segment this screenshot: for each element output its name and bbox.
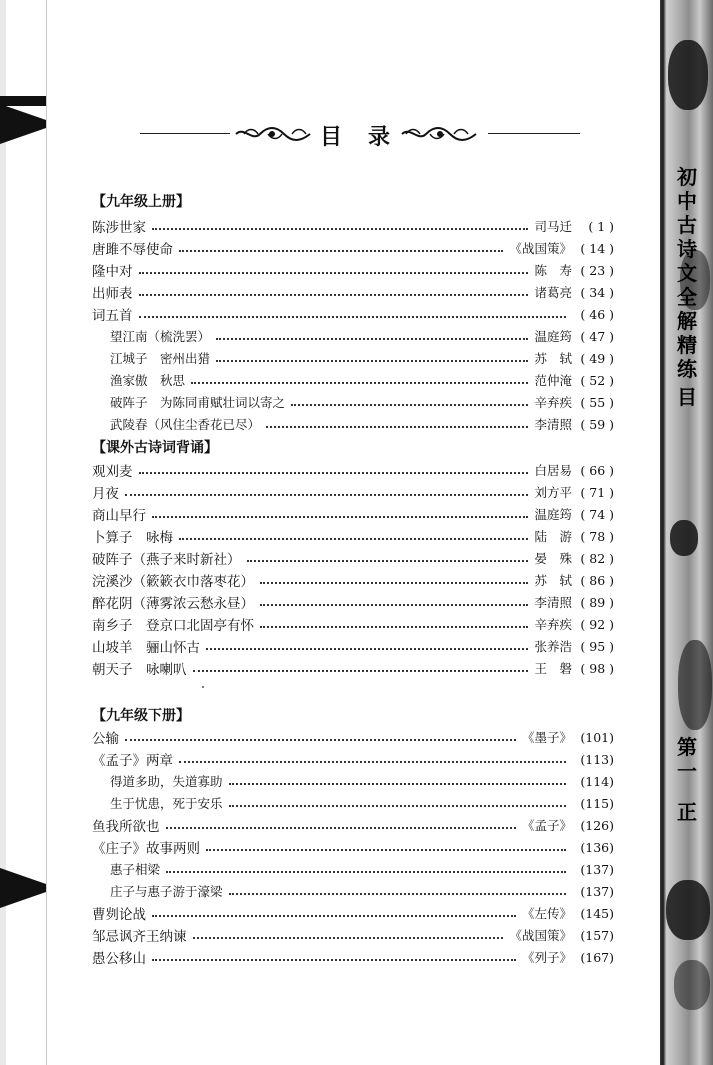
- toc-subentry[interactable]: 生于忧患，死于安乐 (115): [110, 795, 614, 811]
- toc-subentry[interactable]: 惠子相梁 (137): [110, 861, 614, 877]
- title-rule-right: [488, 133, 580, 134]
- scan-dark-bar: [0, 96, 46, 106]
- leader-dots: [139, 471, 529, 474]
- spine-chapter-2: 正: [677, 800, 697, 824]
- leader-dots: [206, 848, 566, 851]
- spine-title: 初中古诗文全解精练: [677, 165, 697, 381]
- toc-subentry[interactable]: 武陵春（风住尘香花已尽） 李清照 ( 59 ): [110, 416, 614, 432]
- leader-dots: [216, 337, 528, 340]
- leader-dots: [266, 425, 528, 428]
- page-margin-line: [46, 0, 47, 1065]
- leader-dots: [179, 537, 528, 540]
- toc-entry[interactable]: 朝天子 咏喇叭 王 磐 ( 98 ): [92, 660, 614, 678]
- toc-entry[interactable]: 观刈麦 白居易 ( 66 ): [92, 462, 614, 480]
- leader-dots: [152, 914, 516, 917]
- toc-entry[interactable]: 山坡羊 骊山怀古 张养浩 ( 95 ): [92, 638, 614, 656]
- toc-entry[interactable]: 曹刿论战 《左传》 (145): [92, 905, 614, 923]
- leader-dots: [191, 381, 528, 384]
- leader-dots: [139, 293, 529, 296]
- toc-entry[interactable]: 鱼我所欲也 《孟子》 (126): [92, 817, 614, 835]
- page-title: 目 录: [320, 124, 393, 150]
- toc-entry[interactable]: 卜算子 咏梅 陆 游 ( 78 ): [92, 528, 614, 546]
- section-heading: 【课外古诗词背诵】: [92, 440, 218, 456]
- leader-dots: [216, 359, 528, 362]
- toc-subentry[interactable]: 庄子与惠子游于濠梁 (137): [110, 883, 614, 899]
- scan-tab-mark-top: [0, 104, 46, 144]
- leader-dots: [260, 625, 528, 628]
- leader-dots: [179, 249, 503, 252]
- page-title-block: [140, 120, 580, 148]
- leader-dots: [229, 892, 566, 895]
- leader-dots: [125, 738, 516, 741]
- book-spine: [660, 0, 713, 1065]
- toc-subentry[interactable]: 望江南（梳洗罢） 温庭筠 ( 47 ): [110, 328, 614, 344]
- leader-dots: [152, 958, 516, 961]
- leader-dots: [229, 782, 566, 785]
- leader-dots: [152, 515, 528, 518]
- leader-dots: [229, 804, 566, 807]
- leader-dots: [193, 669, 529, 672]
- toc-entry[interactable]: 月夜 刘方平 ( 71 ): [92, 484, 614, 502]
- leader-dots: [166, 826, 516, 829]
- toc-entry[interactable]: 邹忌讽齐王纳谏 《战国策》 (157): [92, 927, 614, 945]
- toc-entry[interactable]: 出师表 诸葛亮 ( 34 ): [92, 284, 614, 302]
- leader-dots: [139, 315, 567, 318]
- title-rule-left: [140, 133, 230, 134]
- toc-entry[interactable]: 唐雎不辱使命 《战国策》 ( 14 ): [92, 240, 614, 258]
- scan-tab-mark-bottom: [0, 868, 46, 908]
- ornament-right-icon: [400, 124, 478, 144]
- leader-dots: [139, 271, 529, 274]
- toc-entry[interactable]: 《孟子》两章 (113): [92, 751, 614, 769]
- leader-dots: [152, 227, 528, 230]
- leader-dots: [193, 936, 504, 939]
- toc-subentry[interactable]: 江城子 密州出猎 苏 轼 ( 49 ): [110, 350, 614, 366]
- leader-dots: [260, 603, 528, 606]
- leader-dots: [179, 760, 566, 763]
- leader-dots: [291, 403, 528, 406]
- toc-entry[interactable]: 公输 《墨子》 (101): [92, 729, 614, 747]
- section-heading: 【九年级下册】: [92, 708, 190, 724]
- leader-dots: [206, 647, 528, 650]
- toc-entry[interactable]: 陈涉世家 司马迁 ( 1 ): [92, 218, 614, 236]
- toc-entry[interactable]: 醉花阴（薄雾浓云愁永昼） 李清照 ( 89 ): [92, 594, 614, 612]
- toc-entry[interactable]: 破阵子（燕子来时新社） 晏 殊 ( 82 ): [92, 550, 614, 568]
- leader-dots: [260, 581, 528, 584]
- section-heading: 【九年级上册】: [92, 194, 190, 210]
- spine-mark: 目: [677, 385, 697, 409]
- toc-entry[interactable]: 南乡子 登京口北固亭有怀 辛弃疾 ( 92 ): [92, 616, 614, 634]
- scan-speck: [202, 686, 204, 688]
- toc-entry[interactable]: 词五首 ( 46 ): [92, 306, 614, 324]
- toc-entry[interactable]: 愚公移山 《列子》 (167): [92, 949, 614, 967]
- toc-entry[interactable]: 浣溪沙（簌簌衣巾落枣花） 苏 轼 ( 86 ): [92, 572, 614, 590]
- toc-entry[interactable]: 商山早行 温庭筠 ( 74 ): [92, 506, 614, 524]
- toc-entry[interactable]: 《庄子》故事两则 (136): [92, 839, 614, 857]
- ornament-left-icon: [234, 124, 312, 144]
- toc-subentry[interactable]: 渔家傲 秋思 范仲淹 ( 52 ): [110, 372, 614, 388]
- toc-entry[interactable]: 隆中对 陈 寿 ( 23 ): [92, 262, 614, 280]
- leader-dots: [125, 493, 528, 496]
- spine-chapter: 第一: [677, 735, 697, 783]
- leader-dots: [247, 559, 529, 562]
- toc-subentry[interactable]: 得道多助，失道寡助 (114): [110, 773, 614, 789]
- leader-dots: [166, 870, 566, 873]
- toc-subentry[interactable]: 破阵子 为陈同甫赋壮词以寄之 辛弃疾 ( 55 ): [110, 394, 614, 410]
